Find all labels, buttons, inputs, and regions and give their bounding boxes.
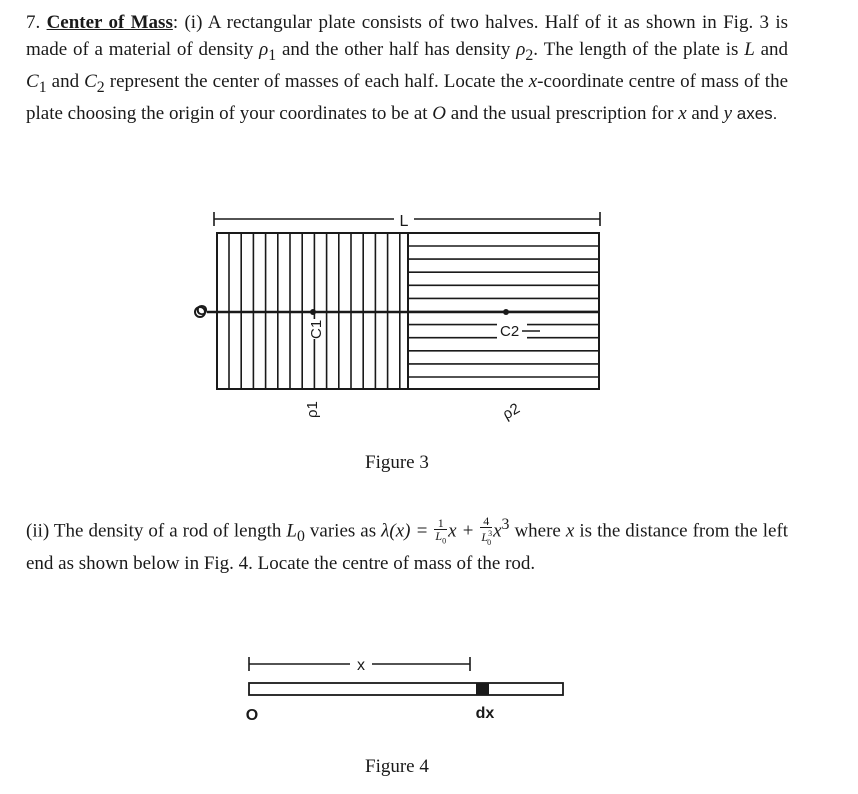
figure-4-caption: Figure 4 [365, 756, 429, 777]
fraction-1-numerator: 1 [434, 517, 447, 530]
rho1-label: ρ1 [304, 401, 321, 418]
rho1-symbol: ρ [259, 38, 269, 60]
part-i-text: and the other half has density [281, 38, 511, 60]
dx-element [476, 683, 489, 695]
part-i-text: . The length of the plate is [533, 38, 739, 60]
c2-subscript: 2 [96, 78, 105, 96]
part-i-text: represent the center of masses of each half. Locate the [109, 70, 524, 92]
dx-label: dx [475, 705, 495, 722]
part-i-text: axes. [736, 104, 778, 124]
c2-label: C2 [500, 323, 520, 340]
length-symbol: L [744, 38, 755, 60]
c2-symbol: C [84, 70, 97, 92]
problem-7-part-i: 7. Center of Mass: (i) A rectangular plate consists of two halves. Half of it as shown in Fig. 3 is made of a material of density $\rho_1$ and the other half has density $\rho_2$. The length of the plate is L and $C_1$ and $C_2$ represent the center of masses of each half. Locate the x-coordinate centre of mass of the plate choosing the origin of your coordinates to be at O and the usual prescription for x and y axes. [26, 12, 789, 125]
part-i-text: -coordinate centre of mass of the plate choosing the origin of your coordinates to be at [26, 70, 789, 125]
term-2-exponent: 3 [501, 516, 510, 533]
origin-symbol: O [432, 103, 447, 125]
l0-symbol: L [286, 520, 297, 542]
rod-origin-label: O [245, 707, 259, 724]
rho2-subscript: 2 [525, 46, 534, 64]
problem-number: 7. [26, 12, 41, 33]
part-i-text: A rectangular plate consists of two halves. Half of it as shown in Fig. 3 is made of a material of density [26, 12, 789, 60]
c1-symbol: C [26, 70, 39, 92]
length-label: L [399, 213, 409, 230]
fraction-2-numerator: 4 [480, 515, 492, 528]
fraction-2-denominator: $L^3_0$ [481, 529, 493, 547]
part-i-text: and [691, 103, 719, 125]
lambda-expression: λ(x) = [381, 520, 429, 542]
part-ii-text: varies as [309, 520, 377, 542]
origin-label-text: O [196, 302, 208, 319]
part-i-text: and [51, 70, 80, 92]
fraction-1-denominator: $L_0$ [435, 528, 447, 546]
part-ii-text: where [514, 520, 561, 542]
figure-3-caption: Figure 3 [365, 452, 429, 473]
part-ii-text: The density of a rod of length [53, 520, 282, 542]
c1-label: C1 [308, 319, 325, 339]
x-symbol: x [528, 70, 538, 92]
x-symbol: x [565, 520, 575, 542]
part-ii-text: is the distance from the left end as shown below in Fig. 4. Locate the centre of mass of the rod. [26, 520, 789, 574]
term-1: x + [448, 520, 475, 542]
part-i-label: (i) [184, 12, 203, 33]
part-i-text: and [760, 38, 789, 60]
part-i-text: and the usual prescription for [450, 103, 674, 125]
part-ii-label: (ii) [26, 520, 50, 542]
x-symbol: x [678, 103, 687, 125]
problem-title: Center of Mass [46, 12, 173, 33]
rho2-symbol: ρ [516, 38, 526, 60]
c1-subscript: 1 [38, 78, 47, 96]
rho1-subscript: 1 [268, 46, 277, 64]
y-symbol: y [723, 103, 732, 125]
rod [249, 683, 563, 695]
x-label: x [357, 657, 365, 674]
l0-subscript: 0 [296, 528, 305, 546]
rho2-label: ρ2 [499, 400, 523, 424]
term-2: x [493, 520, 502, 542]
